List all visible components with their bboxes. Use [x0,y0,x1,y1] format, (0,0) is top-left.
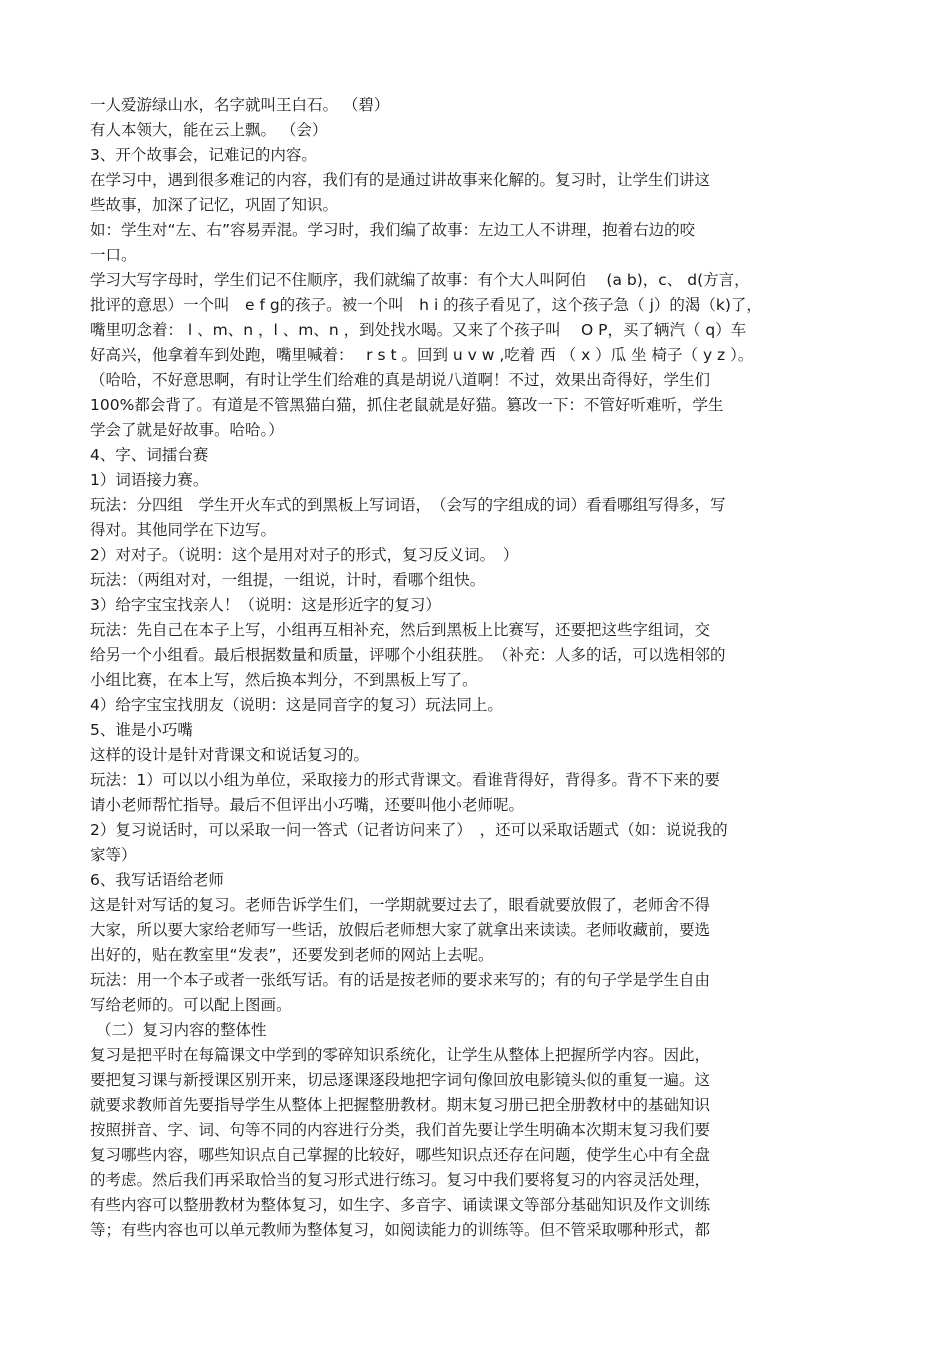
text-line: 些故事，加深了记忆，巩固了知识。 [90,196,339,214]
text-line: 有些内容可以整册教材为整体复习，如生字、多音字、诵读课文等部分基础知识及作文训练 [90,1196,711,1214]
text-line: 复习哪些内容，哪些知识点自己掌握的比较好，哪些知识点还存在问题，使学生心中有全盘 [90,1146,711,1164]
text-line: 等；有些内容也可以单元教师为整体复习，如阅读能力的训练等。但不管采取哪种形式，都 [90,1221,711,1239]
text-line: 的考虑。然后我们再采取恰当的复习形式进行练习。复习中我们要将复习的内容灵活处理， [90,1171,711,1189]
text-line: 得对。其他同学在下边写。 [90,521,277,539]
text-line: 这样的设计是针对背课文和说话复习的。 [90,746,370,764]
text-line: 有人本领大，能在云上飘。 （会） [90,121,328,139]
text-line: 2）复习说话时，可以采取一问一答式（记者访问来了） ，还可以采取话题式（如：说说我的 [90,821,728,839]
text-line: 一人爱游绿山水，名字就叫王白石。 （碧） [90,96,390,114]
text-line: 请小老师帮忙指导。最后不但评出小巧嘴，还要叫他小老师呢。 [90,796,525,814]
text-line: 按照拼音、字、词、句等不同的内容进行分类，我们首先要让学生明确本次期末复习我们要 [90,1121,711,1139]
text-line: 要把复习课与新授课区别开来，切忌逐课逐段地把字词句像回放电影镜头似的重复一遍。这 [90,1071,711,1089]
text-line: 玩法：分四组 学生开火车式的到黑板上写词语， （会写的字组成的词）看看哪组写得多，写 [90,496,726,514]
text-line: 大家，所以要大家给老师写一些话，放假后老师想大家了就拿出来读读。老师收藏前，要选 [90,921,711,939]
text-line: 学习大写字母时，学生们记不住顺序，我们就编了故事：有个大人叫阿伯 (a b)，c、 d(方言， [90,271,750,289]
section-heading: 4、字、词擂台赛 [90,446,209,464]
section-heading: 3、开个故事会，记难记的内容。 [90,146,317,164]
text-line: 玩法：（两组对对，一组提，一组说，计时，看哪个组快。 [90,571,486,589]
text-line: 玩法：用一个本子或者一张纸写话。有的话是按老师的要求来写的；有的句子学是学生自由 [90,971,711,989]
section-heading: （二）复习内容的整体性 [96,1021,267,1039]
text-line: 玩法：1）可以以小组为单位，采取接力的形式背课文。看谁背得好，背得多。背不下来的要 [90,771,720,789]
text-line: 100%都会背了。有道是不管黑猫白猫，抓住老鼠就是好猫。篡改一下：不管好听难听，学生 [90,396,724,414]
text-line: 如：学生对“左、右”容易弄混。学习时，我们编了故事：左边工人不讲理，抱着右边的咬 [90,221,696,239]
text-line: 小组比赛，在本上写，然后换本判分，不到黑板上写了。 [90,671,478,689]
text-line: 复习是把平时在每篇课文中学到的零碎知识系统化，让学生从整体上把握所学内容。因此， [90,1046,711,1064]
text-line: 3）给字宝宝找亲人！（说明：这是形近字的复习） [90,596,441,614]
text-line: 就要求教师首先要指导学生从整体上把握整册教材。期末复习册已把全册教材中的基础知识 [90,1096,711,1114]
text-line: 这是针对写话的复习。老师告诉学生们，一学期就要过去了，眼看就要放假了，老师舍不得 [90,896,711,914]
text-line: 4）给字宝宝找朋友（说明：这是同音字的复习）玩法同上。 [90,696,503,714]
section-heading: 5、谁是小巧嘴 [90,721,193,739]
text-line: 好高兴，他拿着车到处跑，嘴里喊着： r s t 。回到 u v w ,吃着 西 （ x ）瓜 坐 椅子（ y z ）。 [90,346,754,364]
text-line: 出好的，贴在教室里“发表”，还要发到老师的网站上去呢。 [90,946,494,964]
text-line: 嘴里叨念着： l 、m、n ，l 、m、n ，到处找水喝。又来了个孩子叫 O P，买了辆汽（ q）车 [90,321,747,339]
text-line: 给另一个小组看。最后根据数量和质量，评哪个小组获胜。 （补充：人多的话，可以选相邻的 [90,646,726,664]
text-line: 写给老师的。可以配上图画。 [90,996,292,1014]
section-heading: 6、我写话语给老师 [90,871,224,889]
text-line: 在学习中，遇到很多难记的内容，我们有的是通过讲故事来化解的。复习时，让学生们讲这 [90,171,711,189]
text-line: 玩法：先自己在本子上写，小组再互相补充，然后到黑板上比赛写，还要把这些字组词，交 [90,621,711,639]
text-line: 1）词语接力赛。 [90,471,209,489]
text-line: 2）对对子。（说明：这个是用对对子的形式，复习反义词。 ） [90,546,519,564]
text-line: 学会了就是好故事。哈哈。） [90,421,284,439]
text-line: （哈哈，不好意思啊，有时让学生们给难的真是胡说八道啊！不过，效果出奇得好，学生们 [90,371,711,389]
text-line: 一口。 [90,246,137,264]
text-line: 批评的意思）一个叫 e f g的孩子。被一个叫 h i 的孩子看见了，这个孩子急（ j）的渴（k)了， [90,296,762,314]
text-line: 家等） [90,846,137,864]
